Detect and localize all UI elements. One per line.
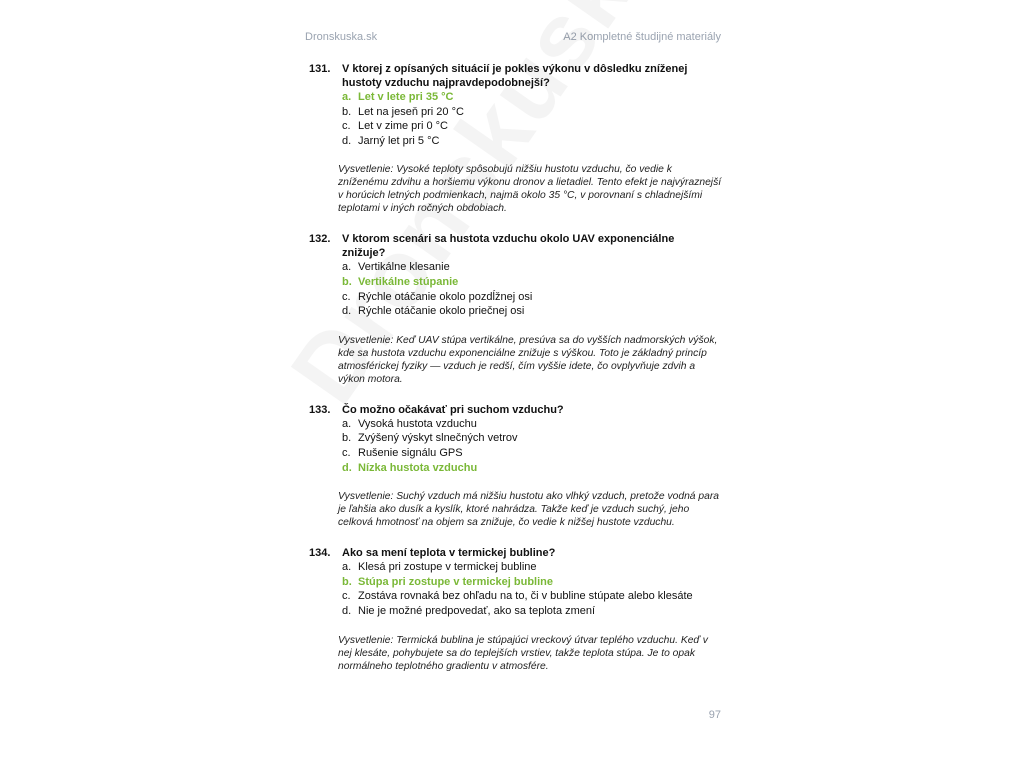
question-131 (309, 62, 721, 215)
question-132 (309, 232, 721, 385)
question-133 (309, 403, 721, 529)
question-text: Čo možno očakávať pri suchom vzduchu? (342, 403, 564, 416)
option-letter: a. (342, 417, 352, 430)
option-text: Vertikálne klesanie (358, 261, 450, 274)
answer-option (342, 560, 721, 575)
option-text: Nie je možné predpovedať, ako sa teplota zmení (358, 604, 596, 617)
answer-option (342, 119, 721, 134)
option-text: Zvýšený výskyt slnečných vetrov (358, 432, 518, 445)
explanation-text: Vysvetlenie: Suchý vzduch má nižšiu hustotu ako vlhký vzduch, pretože vodná para je ľahšia ako dusík a kyslík, ktoré nahrádza. Takže keď je vzduch suchý, jeho celková hmotnosť na objem sa znižuje, čo vedie k nižšej hustote vzduchu. (338, 491, 720, 529)
question-text: Ako sa mení teplota v termickej bubline? (342, 547, 556, 560)
answer-options (342, 260, 721, 318)
option-letter: b. (342, 432, 352, 445)
option-text: Zostáva rovnaká bez ohľadu na to, či v bubline stúpate alebo klesáte (358, 590, 693, 603)
question-list (309, 62, 721, 673)
option-letter: b. (342, 105, 352, 118)
answer-option (342, 304, 721, 319)
answer-option (342, 290, 721, 305)
option-text: Rýchle otáčanie okolo priečnej osi (358, 305, 525, 318)
option-text: Jarný let pri 5 °C (358, 134, 440, 147)
answer-option (342, 260, 721, 275)
option-text: Vysoká hustota vzduchu (358, 417, 477, 430)
option-letter: c. (342, 446, 351, 459)
question-text: V ktorom scenári sa hustota vzduchu okolo UAV exponenciálne znižuje? (342, 233, 675, 260)
question-number: 134. (309, 547, 331, 560)
answer-option-correct (342, 461, 721, 476)
option-letter: b. (342, 575, 352, 588)
question-text: V ktorej z opísaných situácií je pokles výkonu v dôsledku zníženej hustoty vzduchu najpravdepodobnejší? (342, 63, 688, 89)
option-letter: d. (342, 461, 352, 474)
answer-option (342, 417, 721, 432)
answer-option (342, 446, 721, 461)
option-text: Let na jeseň pri 20 °C (358, 105, 464, 118)
option-letter: a. (342, 261, 352, 274)
option-letter: a. (342, 561, 352, 574)
option-text: Stúpa pri zostupe v termickej bubline (358, 575, 553, 588)
question-heading (309, 403, 721, 417)
answer-options (342, 417, 721, 475)
page-number: 97 (708, 709, 721, 721)
option-letter: c. (342, 290, 351, 303)
answer-option-correct (342, 275, 721, 290)
answer-option (342, 604, 721, 619)
question-number: 133. (309, 403, 331, 416)
question-number: 132. (309, 233, 331, 246)
header-document-title: A2 Kompletné študijné materiály (563, 31, 721, 43)
explanation-text: Vysvetlenie: Keď UAV stúpa vertikálne, presúva sa do vyšších nadmorských výšok, kde sa hustota vzduchu exponenciálne znižuje s výškou. Toto je základný princíp atmosférickej fyziky — vzduch je redší, čím vyššie idete, čo ovplyvňuje zdvih a výkon motora. (338, 334, 718, 385)
answer-option-correct (342, 90, 721, 105)
option-letter: b. (342, 275, 352, 288)
answer-option (342, 589, 721, 604)
question-134 (309, 546, 721, 672)
answer-options (342, 560, 721, 618)
option-text: Vertikálne stúpanie (358, 275, 459, 288)
option-text: Let v lete pri 35 °C (358, 91, 454, 103)
question-heading (309, 62, 721, 90)
answer-option (342, 134, 721, 149)
answer-option (342, 431, 721, 446)
option-letter: d. (342, 134, 352, 147)
option-letter: a. (342, 91, 352, 103)
explanation-text: Vysvetlenie: Termická bublina je stúpajúci vreckový útvar teplého vzduchu. Keď v nej klesáte, pohybujete sa do teplejších vrstiev, takže teplota stúpa. Je to opak normálneho teplotného gradientu v atmosfére. (338, 634, 708, 672)
option-text: Klesá pri zostupe v termickej bubline (358, 561, 537, 574)
question-heading (309, 232, 721, 260)
question-number: 131. (309, 63, 331, 75)
option-text: Rušenie signálu GPS (358, 446, 463, 459)
option-text: Nízka hustota vzduchu (358, 461, 478, 474)
answer-option (342, 105, 721, 120)
option-text: Let v zime pri 0 °C (358, 120, 448, 133)
header-site-name: Dronskuska.sk (305, 31, 378, 43)
question-heading (309, 546, 721, 560)
answer-options (342, 90, 721, 148)
explanation-text: Vysvetlenie: Vysoké teploty spôsobujú nižšiu hustotu vzduchu, čo vedie k zníženému zdvihu a horšiemu výkonu dronov a lietadiel. Tento efekt je najvýraznejší v horúcich letných podmienkach, najmä okolo 35 °C, v porovnaní s chladnejšími teplotami v iných ročných obdobiach. (338, 164, 722, 215)
answer-option-correct (342, 575, 721, 590)
option-text: Rýchle otáčanie okolo pozdĺžnej osi (358, 290, 533, 303)
option-letter: d. (342, 604, 352, 617)
option-letter: c. (342, 120, 351, 133)
option-letter: d. (342, 305, 352, 318)
option-letter: c. (342, 590, 351, 603)
